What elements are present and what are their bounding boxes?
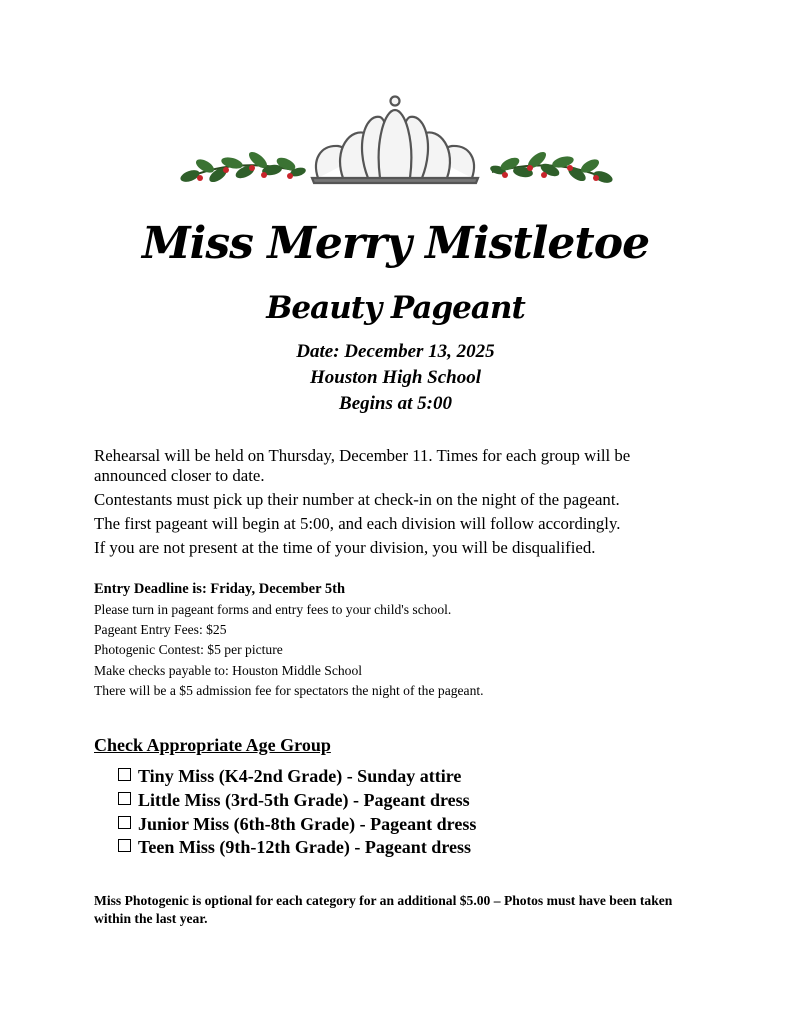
photogenic-note: Miss Photogenic is optional for each category for an additional $5.00 – Photos must have been taken within the last year. (94, 893, 673, 926)
entry-deadline: Entry Deadline is: Friday, December 5th (94, 581, 346, 597)
event-location: Houston High School (309, 367, 482, 388)
age-option-label: Tiny Miss (K4-2nd Grade) - Sunday attire (138, 766, 462, 786)
entry-detail: Pageant Entry Fees: $25 (94, 622, 227, 637)
entry-detail: Photogenic Contest: $5 per picture (94, 642, 283, 657)
crown-icon (312, 97, 478, 184)
event-date: Date: December 13, 2025 (296, 341, 495, 362)
intro-line: announced closer to date. (94, 466, 265, 485)
entry-detail: Make checks payable to: Houston Middle School (94, 663, 363, 678)
intro-line: Rehearsal will be held on Thursday, December 11. Times for each group will be (94, 446, 631, 465)
entry-detail: There will be a $5 admission fee for spectators the night of the pageant. (94, 683, 484, 698)
age-option-label: Little Miss (3rd-5th Grade) - Pageant dress (138, 790, 470, 810)
checkbox-junior-miss[interactable] (118, 816, 131, 829)
page-subtitle: Beauty Pageant (266, 290, 525, 326)
age-option-little-miss[interactable] (118, 790, 470, 811)
intro-line: Contestants must pick up their number at check-in on the night of the pageant. (94, 490, 620, 509)
intro-line: The first pageant will begin at 5:00, and each division will follow accordingly. (94, 514, 621, 533)
holly-left-icon (179, 149, 307, 185)
age-option-junior-miss[interactable] (118, 814, 476, 835)
age-option-tiny-miss[interactable] (118, 766, 461, 787)
entry-detail: Please turn in pageant forms and entry fees to your child's school. (94, 602, 452, 617)
event-time: Begins at 5:00 (339, 393, 452, 414)
age-option-teen-miss[interactable] (118, 837, 471, 858)
checkbox-teen-miss[interactable] (118, 839, 131, 852)
age-option-label: Teen Miss (9th-12th Grade) - Pageant dress (138, 837, 471, 857)
crown-decoration (0, 0, 791, 200)
intro-line: If you are not present at the time of your division, you will be disqualified. (94, 538, 596, 557)
page-title: Miss Merry Mistletoe (141, 218, 650, 269)
checkbox-tiny-miss[interactable] (118, 768, 131, 781)
age-option-label: Junior Miss (6th-8th Grade) - Pageant dress (138, 814, 477, 834)
holly-right-icon (489, 149, 614, 185)
age-group-heading: Check Appropriate Age Group (94, 735, 331, 755)
checkbox-little-miss[interactable] (118, 792, 131, 805)
